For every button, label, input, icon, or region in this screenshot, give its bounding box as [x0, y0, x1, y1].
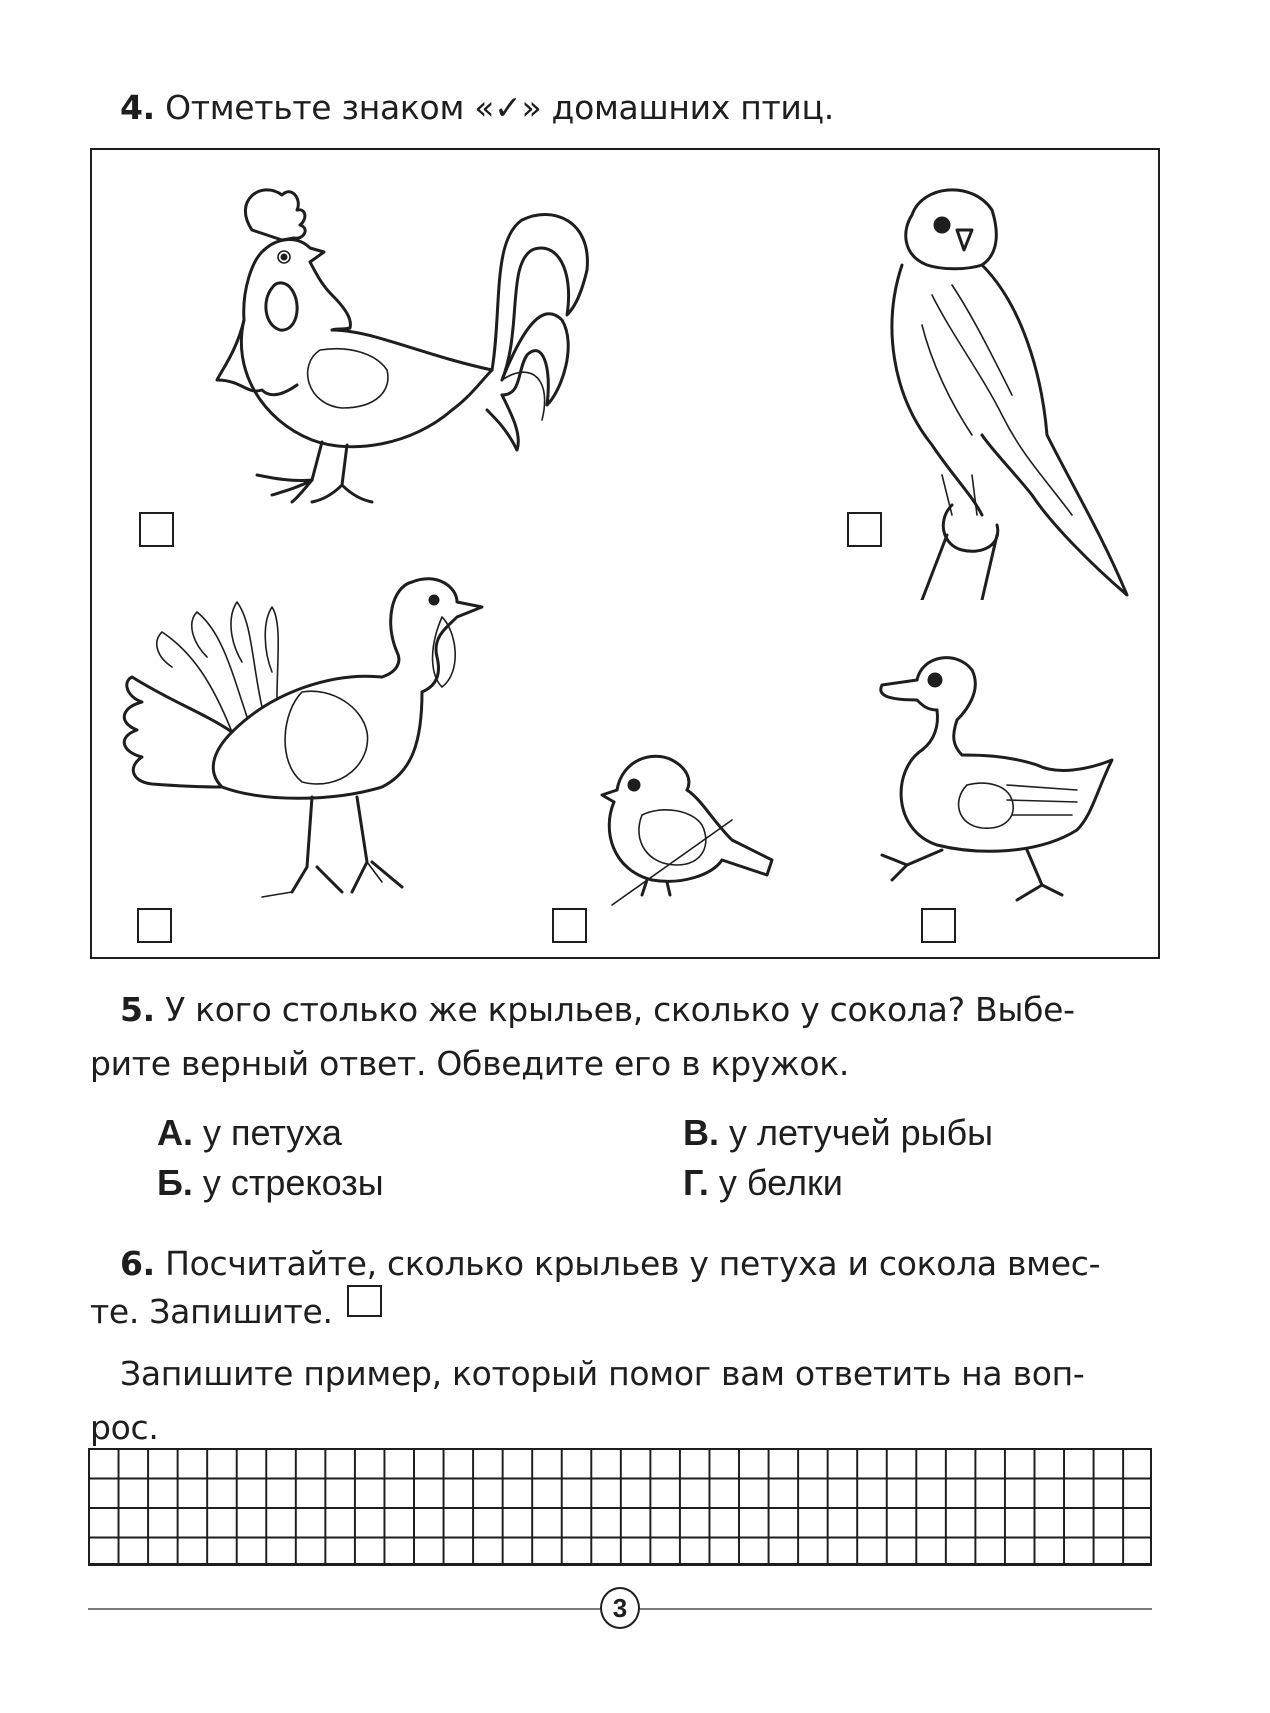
- task-number: 4.: [120, 88, 155, 127]
- task-text: Отметьте знаком «✓» домашних птиц.: [154, 88, 834, 127]
- task-6-line-4: [90, 1408, 159, 1448]
- task-6-line-1: [120, 1244, 1100, 1284]
- duck-checkbox[interactable]: [921, 908, 956, 943]
- sparrow-checkbox[interactable]: [552, 908, 587, 943]
- option-text: у петуха: [193, 1112, 342, 1153]
- wings-count-answer-box[interactable]: [347, 1285, 382, 1317]
- option-text: у стрекозы: [192, 1162, 384, 1203]
- task-6-line-3: [120, 1354, 1084, 1394]
- option-g[interactable]: [683, 1162, 843, 1204]
- option-letter: Б.: [157, 1162, 193, 1203]
- option-letter: А.: [157, 1112, 193, 1153]
- option-v[interactable]: [683, 1112, 993, 1154]
- page-number: 3: [600, 1587, 640, 1629]
- birds-picture-panel: [90, 148, 1160, 959]
- duck-illustration: [867, 640, 1127, 905]
- task-4-heading: [120, 88, 834, 128]
- turkey-checkbox[interactable]: [137, 908, 172, 943]
- turkey-illustration: [112, 562, 497, 902]
- sparrow-illustration: [592, 730, 782, 910]
- task-number: 5.: [120, 990, 155, 1029]
- option-letter: В.: [683, 1112, 719, 1153]
- option-text: у летучей рыбы: [719, 1112, 994, 1153]
- footer-divider-left: [88, 1608, 600, 1610]
- option-text: у белки: [708, 1162, 843, 1203]
- task-number: 6.: [120, 1244, 155, 1283]
- rooster-illustration: [202, 180, 592, 510]
- task-text: рите верный ответ. Обведите его в кружок.: [90, 1044, 850, 1083]
- task-6-line-2: [90, 1292, 333, 1332]
- writing-grid[interactable]: [88, 1448, 1152, 1566]
- footer-divider-right: [640, 1608, 1152, 1610]
- rooster-checkbox[interactable]: [139, 512, 174, 547]
- option-letter: Г.: [683, 1162, 709, 1203]
- task-5-line-2: [90, 1044, 849, 1084]
- falcon-illustration: [872, 175, 1142, 600]
- falcon-checkbox[interactable]: [847, 512, 882, 547]
- task-text: те. Запишите.: [90, 1292, 333, 1331]
- task-text: У кого столько же крыльев, сколько у сокола? Выбе-: [154, 990, 1075, 1029]
- option-b[interactable]: [157, 1162, 384, 1204]
- task-5-line-1: [120, 990, 1075, 1030]
- task-text: рос.: [90, 1408, 159, 1447]
- task-text: Посчитайте, сколько крыльев у петуха и сокола вмес-: [154, 1244, 1101, 1283]
- task-text: Запишите пример, который помог вам ответить на воп-: [120, 1354, 1085, 1393]
- option-a[interactable]: [157, 1112, 342, 1154]
